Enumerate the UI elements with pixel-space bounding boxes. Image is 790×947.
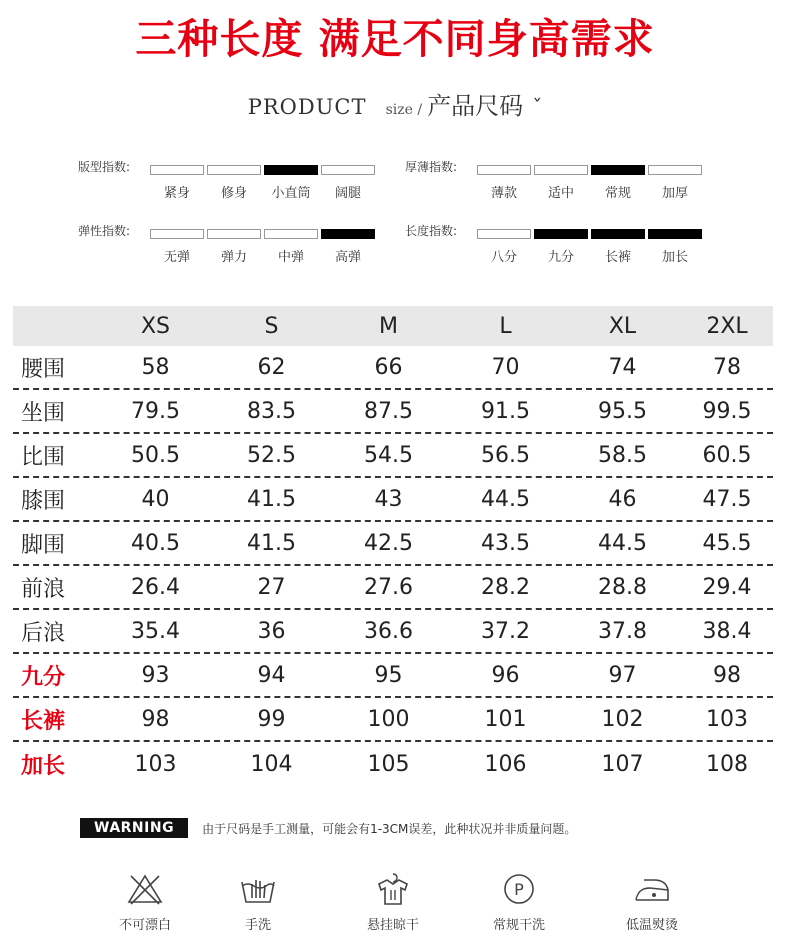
table-cell: 46 [608, 486, 637, 512]
index-cell [150, 165, 204, 175]
care-label: 常规干洗 [492, 918, 545, 933]
table-cell: 36 [257, 618, 286, 644]
product-en-label: PRODUCT [247, 95, 367, 119]
table-row [13, 698, 773, 742]
table-cell: 28.8 [598, 574, 647, 600]
page-title: 三种长度 满足不同身高需求 [135, 15, 655, 63]
index-option: 中弹 [277, 250, 304, 265]
index-option: 薄款 [490, 186, 517, 201]
index-option: 阔腿 [334, 186, 361, 201]
index-cell [648, 229, 702, 239]
table-cell: 66 [374, 354, 403, 380]
table-cell: 29.4 [702, 574, 752, 600]
hang-dry-icon [373, 872, 413, 906]
size-header-xl: XL [608, 313, 637, 339]
table-cell: 102 [601, 706, 644, 732]
table-cell: 44.5 [598, 530, 647, 556]
table-cell: 60.5 [702, 442, 752, 468]
index-cell [321, 229, 375, 239]
table-cell: 36.6 [364, 618, 413, 644]
index-label: 弹性指数: [78, 224, 131, 238]
table-cell: 105 [367, 751, 410, 777]
row-label: 坐围 [21, 400, 66, 426]
table-cell: 41.5 [247, 530, 296, 556]
table-cell: 37.2 [481, 618, 530, 644]
index-option: 加长 [661, 250, 688, 265]
table-cell: 99.5 [702, 398, 752, 424]
care-item [203, 872, 313, 933]
table-cell: 27 [257, 574, 286, 600]
index-cell [321, 165, 375, 175]
table-cell: 97 [608, 662, 637, 688]
table-cell: 40 [141, 486, 170, 512]
row-label: 膝围 [21, 488, 66, 514]
product-cn-label: 产品尺码 [427, 92, 524, 120]
table-cell: 93 [141, 662, 170, 688]
index-option: 长裤 [604, 250, 631, 265]
size-header-s: S [264, 313, 279, 339]
care-item [90, 872, 200, 933]
index-cell [591, 229, 645, 239]
index-option: 修身 [220, 186, 247, 201]
table-cell: 99 [257, 706, 286, 732]
table-cell: 106 [484, 751, 527, 777]
table-cell: 52.5 [247, 442, 296, 468]
index-cell [534, 229, 588, 239]
row-label: 比围 [21, 444, 66, 470]
table-row [13, 522, 773, 566]
table-cell: 62 [257, 354, 286, 380]
table-cell: 44.5 [481, 486, 530, 512]
table-cell: 56.5 [481, 442, 530, 468]
index-option: 九分 [547, 250, 574, 265]
care-item [464, 872, 574, 933]
care-item [597, 872, 707, 933]
table-cell: 41.5 [247, 486, 296, 512]
index-cell [534, 165, 588, 175]
row-label: 长裤 [21, 708, 66, 734]
row-label: 脚围 [21, 532, 66, 558]
table-cell: 47.5 [702, 486, 752, 512]
index-option: 小直筒 [271, 186, 311, 201]
warning-text: 由于尺码是手工测量，可能会有1-3CM误差，此种状况并非质量问题。 [202, 821, 577, 836]
table-cell: 91.5 [481, 398, 530, 424]
index-option: 八分 [490, 250, 517, 265]
table-cell: 108 [706, 751, 748, 777]
index-option: 弹力 [220, 250, 247, 265]
index-option: 紧身 [163, 186, 190, 201]
svg-text:P: P [514, 880, 524, 899]
care-label: 悬挂晾干 [366, 918, 419, 933]
table-cell: 78 [713, 354, 741, 380]
care-instructions [0, 872, 790, 942]
row-label: 九分 [21, 664, 66, 690]
table-cell: 95.5 [598, 398, 647, 424]
index-cell [264, 165, 318, 175]
hand-wash-icon [238, 872, 278, 906]
table-cell: 104 [250, 751, 293, 777]
index-cell [648, 165, 702, 175]
table-cell: 38.4 [702, 618, 752, 644]
size-table [13, 306, 773, 786]
size-header-l: L [499, 313, 512, 339]
index-option: 加厚 [661, 186, 688, 201]
table-cell: 26.4 [131, 574, 180, 600]
table-cell: 74 [608, 354, 637, 380]
table-row [13, 610, 773, 654]
caret-icon: ˇ [532, 95, 543, 119]
product-size-label: size / [385, 102, 423, 118]
index-cell [207, 165, 261, 175]
table-cell: 101 [484, 706, 527, 732]
index-option: 常规 [604, 186, 631, 201]
table-cell: 43.5 [481, 530, 530, 556]
table-cell: 58 [141, 354, 170, 380]
table-cell: 103 [134, 751, 177, 777]
table-row [13, 742, 773, 786]
warning-note [80, 818, 576, 838]
fit-indices [0, 158, 790, 278]
table-cell: 87.5 [364, 398, 413, 424]
table-row [13, 390, 773, 434]
table-cell: 40.5 [131, 530, 180, 556]
index-cell [591, 165, 645, 175]
table-cell: 83.5 [247, 398, 296, 424]
row-label: 前浪 [21, 576, 66, 602]
index-label: 厚薄指数: [405, 160, 458, 174]
row-label: 腰围 [21, 356, 66, 382]
table-cell: 45.5 [702, 530, 752, 556]
table-row [13, 478, 773, 522]
table-cell: 95 [374, 662, 403, 688]
index-label: 长度指数: [405, 224, 458, 238]
table-cell: 98 [141, 706, 170, 732]
index-option: 适中 [547, 186, 574, 201]
care-item [338, 872, 448, 933]
index-cell [477, 165, 531, 175]
low-iron-icon [632, 872, 672, 906]
table-cell: 28.2 [481, 574, 530, 600]
index-option: 无弹 [163, 250, 190, 265]
table-cell: 42.5 [364, 530, 413, 556]
index-cell [264, 229, 318, 239]
table-cell: 43 [374, 486, 403, 512]
care-label: 不可漂白 [118, 918, 171, 933]
index-cell [207, 229, 261, 239]
table-cell: 100 [367, 706, 410, 732]
index-cell [150, 229, 204, 239]
table-row [13, 566, 773, 610]
size-header-m: M [379, 313, 398, 339]
table-cell: 54.5 [364, 442, 413, 468]
size-header-2xl: 2XL [706, 313, 748, 339]
table-cell: 79.5 [131, 398, 180, 424]
table-cell: 96 [491, 662, 520, 688]
no-bleach-icon [125, 872, 165, 906]
table-cell: 103 [706, 706, 748, 732]
table-cell: 35.4 [131, 618, 180, 644]
table-body [13, 346, 773, 786]
table-row [13, 654, 773, 698]
row-label: 后浪 [21, 620, 66, 646]
warning-badge: WARNING [80, 818, 188, 838]
table-cell: 27.6 [364, 574, 413, 600]
dry-clean-p-icon [499, 872, 539, 906]
size-header-xs: XS [140, 313, 171, 339]
index-label: 版型指数: [78, 160, 131, 174]
table-cell: 37.8 [598, 618, 647, 644]
table-cell: 107 [601, 751, 644, 777]
row-label: 加长 [21, 753, 66, 779]
table-header-row [13, 306, 773, 346]
table-cell: 50.5 [131, 442, 180, 468]
table-cell: 70 [491, 354, 520, 380]
table-row [13, 346, 773, 390]
table-cell: 98 [713, 662, 741, 688]
table-cell: 58.5 [598, 442, 647, 468]
product-heading [0, 86, 790, 121]
table-cell: 94 [257, 662, 286, 688]
index-cell [477, 229, 531, 239]
care-label: 手洗 [244, 918, 271, 933]
index-option: 高弹 [334, 250, 361, 265]
care-label: 低温熨烫 [625, 918, 678, 933]
table-row [13, 434, 773, 478]
